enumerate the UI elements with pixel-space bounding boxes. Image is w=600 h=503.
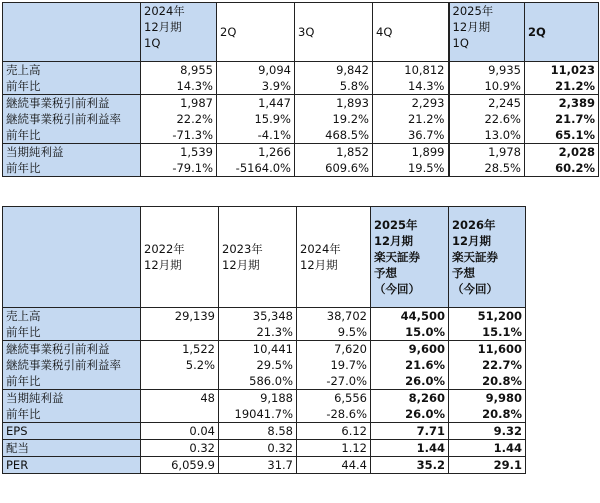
header-2024 [297,207,371,308]
cell: 9,094 [217,62,295,79]
row-label: 当期純利益 [3,144,141,161]
table-row [3,144,599,161]
header-line: 12月期 [374,234,414,248]
header-line: 2026年 [452,218,496,232]
cell: 22.7% [449,357,526,373]
cell: 1,893 [295,95,373,112]
cell: 36.7% [373,127,449,144]
header-2024-1q [141,3,217,62]
header-line: 12月期 [452,20,491,34]
cell: 14.3% [141,78,217,95]
cell: 8.58 [219,423,297,440]
row-label: EPS [3,423,141,440]
cell: 21.3% [219,324,297,341]
header-line: 2023年 [222,242,263,256]
cell: -27.0% [297,373,371,390]
header-line: 2Q [220,25,237,39]
cell: 35.2 [371,457,449,474]
cell: 44.4 [297,457,371,474]
header-line: 2024年 [144,4,185,18]
cell: 10.9% [449,78,525,95]
annual-header-row [3,207,526,308]
row-label: 前年比 [3,406,141,423]
row-label: 前年比 [3,373,141,390]
cell: 38,702 [297,308,371,325]
table-row [3,160,599,177]
header-line: 2024年 [300,242,341,256]
cell: -71.3% [141,127,217,144]
row-label: 当期純利益 [3,390,141,407]
annual-results-table [2,206,526,474]
cell: 9,188 [219,390,297,407]
cell: 14.3% [373,78,449,95]
cell: 1,266 [217,144,295,161]
row-label: 売上高 [3,62,141,79]
cell: 44,500 [371,308,449,325]
table-row [3,127,599,144]
header-line: （今回） [452,282,498,296]
cell: 7.71 [371,423,449,440]
cell: 13.0% [449,127,525,144]
row-label: 配当 [3,440,141,457]
cell: 8,955 [141,62,217,79]
cell: 26.0% [371,373,449,390]
cell: 22.2% [141,111,217,127]
cell: 1,852 [295,144,373,161]
header-2024-3q [295,3,373,62]
header-line: 2022年 [144,242,185,256]
cell: 28.5% [449,160,525,177]
cell: 1,539 [141,144,217,161]
table-row [3,62,599,79]
header-2023 [219,207,297,308]
cell: 31.7 [219,457,297,474]
header-line: 12月期 [452,234,492,248]
cell: 15.0% [371,324,449,341]
row-label: 前年比 [3,324,141,341]
table-row [3,308,526,325]
cell: 1.12 [297,440,371,457]
cell [141,373,219,390]
table-row [3,390,526,407]
cell: 1,978 [449,144,525,161]
cell: -28.6% [297,406,371,423]
header-2025-2q [525,3,599,62]
cell: 5.2% [141,357,219,373]
header-line: 4Q [376,25,393,39]
header-line: 予想 [452,266,475,280]
table-row [3,95,599,112]
cell: 1.44 [449,440,526,457]
table-row [3,457,526,474]
header-line: 2Q [528,25,546,39]
cell: 10,812 [373,62,449,79]
cell: 1.44 [371,440,449,457]
header-2025-forecast [371,207,449,308]
quarterly-header-row [3,3,599,62]
header-line: 12月期 [144,258,182,272]
cell: 21.7% [525,111,599,127]
cell: 20.8% [449,406,526,423]
cell: 29.1 [449,457,526,474]
header-line: 楽天証券 [374,250,420,264]
cell: 0.32 [141,440,219,457]
cell [141,406,219,423]
table-row [3,423,526,440]
cell: 3.9% [217,78,295,95]
corner-cell [3,3,141,62]
cell: 19.5% [373,160,449,177]
table-row [3,406,526,423]
header-line: 1Q [144,36,161,50]
table-row [3,111,599,127]
cell: 2,389 [525,95,599,112]
cell: 6,556 [297,390,371,407]
row-label: 継続事業税引前利益 [3,95,141,112]
cell: 11,600 [449,341,526,358]
header-2022 [141,207,219,308]
cell: 1,987 [141,95,217,112]
cell: 20.8% [449,373,526,390]
cell: 2,245 [449,95,525,112]
cell: 609.6% [295,160,373,177]
header-line: 12月期 [300,258,338,272]
corner-cell [3,207,141,308]
cell: 21.6% [371,357,449,373]
cell: 35,348 [219,308,297,325]
cell: 19.7% [297,357,371,373]
header-2026-forecast [449,207,526,308]
header-line: 3Q [298,25,315,39]
header-line: （今回） [374,282,420,296]
row-label: 売上高 [3,308,141,325]
cell: 2,293 [373,95,449,112]
row-label: 継続事業税引前利益率 [3,357,141,373]
row-label: 継続事業税引前利益 [3,341,141,358]
cell: 21.2% [373,111,449,127]
cell: 9,980 [449,390,526,407]
cell: 65.1% [525,127,599,144]
cell: 9.5% [297,324,371,341]
cell: 1,899 [373,144,449,161]
header-line: 楽天証券 [452,250,498,264]
cell: 29,139 [141,308,219,325]
cell: 7,620 [297,341,371,358]
cell: 5.8% [295,78,373,95]
header-line: 12月期 [144,20,182,34]
row-label: 前年比 [3,78,141,95]
cell: 2,028 [525,144,599,161]
cell: 9,600 [371,341,449,358]
table-row [3,324,526,341]
header-line: 2025年 [452,4,494,18]
cell: 15.9% [217,111,295,127]
cell: 9,935 [449,62,525,79]
cell: 19.2% [295,111,373,127]
cell: 51,200 [449,308,526,325]
header-line: 2025年 [374,218,418,232]
cell [141,324,219,341]
cell: 29.5% [219,357,297,373]
cell: -79.1% [141,160,217,177]
cell: 8,260 [371,390,449,407]
table-row [3,373,526,390]
cell: 1,447 [217,95,295,112]
row-label: 前年比 [3,160,141,177]
cell: 0.04 [141,423,219,440]
cell: 586.0% [219,373,297,390]
cell: 11,023 [525,62,599,79]
header-2024-2q [217,3,295,62]
cell: 21.2% [525,78,599,95]
cell: -5164.0% [217,160,295,177]
header-2025-1q [449,3,525,62]
row-label: 継続事業税引前利益率 [3,111,141,127]
table-row [3,341,526,358]
cell: 1,522 [141,341,219,358]
cell: -4.1% [217,127,295,144]
cell: 15.1% [449,324,526,341]
cell: 6.12 [297,423,371,440]
cell: 468.5% [295,127,373,144]
row-label: 前年比 [3,127,141,144]
cell: 9.32 [449,423,526,440]
cell: 26.0% [371,406,449,423]
cell: 0.32 [219,440,297,457]
cell: 19041.7% [219,406,297,423]
header-line: 予想 [374,266,397,280]
quarterly-results-table [2,2,599,177]
header-line: 12月期 [222,258,260,272]
header-line: 1Q [452,36,469,50]
cell: 60.2% [525,160,599,177]
header-2024-4q [373,3,449,62]
cell: 9,842 [295,62,373,79]
table-row [3,357,526,373]
cell: 22.6% [449,111,525,127]
cell: 10,441 [219,341,297,358]
table-row [3,78,599,95]
cell: 48 [141,390,219,407]
row-label: PER [3,457,141,474]
table-row [3,440,526,457]
cell: 6,059.9 [141,457,219,474]
